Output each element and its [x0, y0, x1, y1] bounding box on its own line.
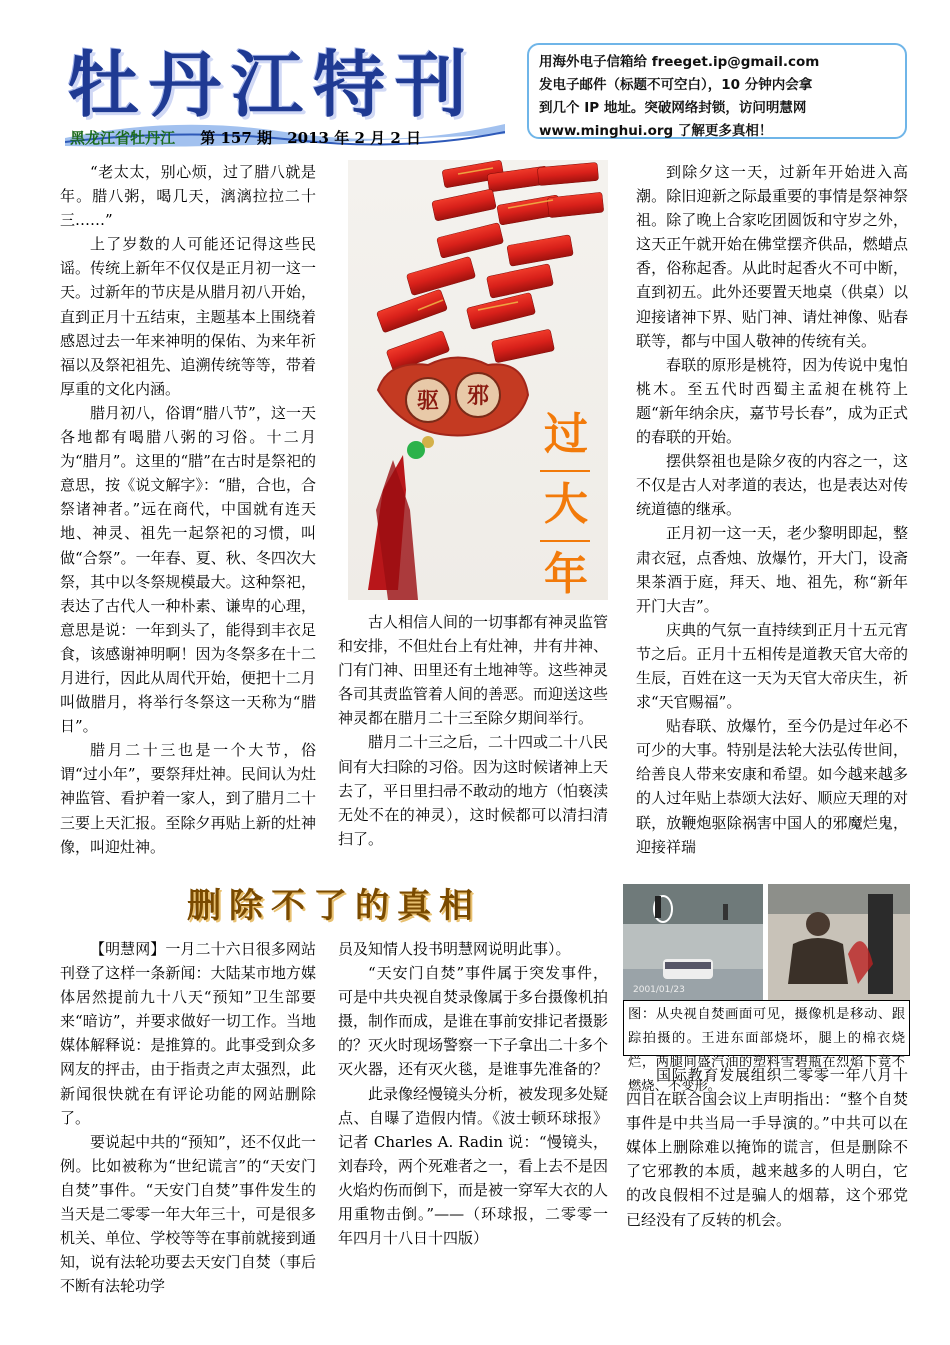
- video-timestamp: 2001/01/23: [633, 985, 685, 995]
- paragraph: 要说起中共的“预知”，还不仅此一例。比如被称为“世纪谎言”的“天安门自焚”事件。“天安门自焚”事件发生的当天是二零零一年大年三十，可是很多机关、单位、学校等等在事前就接到通知，说有法轮功要去天安门自焚（事后不断有法轮功学: [60, 1132, 316, 1296]
- info-line: 用海外电子信箱给 freeget.ip@gmail.com: [539, 54, 820, 70]
- feature-column-1: [60, 160, 316, 859]
- newspaper-title: 牡丹江特刊: [67, 43, 478, 127]
- feature-column-2: [338, 610, 608, 851]
- paragraph: 腊月二十三也是一个大节，俗谓“过小年”，要祭拜灶神。民间认为灶神监管、看护着一家人，到了腊月二十三要上天汇报。至除夕再贴上新的灶神像，叫迎灶神。: [60, 741, 316, 856]
- paragraph: 庆典的气氛一直持续到正月十五元宵节之后。正月十五相传是道教天官大帝的生辰，百姓在这一天为天官大帝庆生，祈求“天官赐福”。: [636, 620, 908, 712]
- paragraph: 正月初一这一天，老少黎明即起，整肃衣冠，点香烛、放爆竹，开大门，设斋果茶酒于庭，拜天、地、祖先，称“新年开门大吉”。: [636, 524, 908, 615]
- article-column-2: [338, 937, 608, 1250]
- article-column-3: [626, 1063, 908, 1232]
- masthead: [65, 40, 505, 140]
- issue-location: 黑龙江省牡丹江: [70, 129, 176, 147]
- paragraph: 古人相信人间的一切事都有神灵监管和安排，不但灶台上有灶神，井有井神、门有门神、田里还有土地神等。这些神灵各司其责监管着人间的善恶。而迎送这些神灵都在腊月二十三至除夕期间举行。: [338, 613, 609, 728]
- paragraph: 员及知情人投书明慧网说明此事）。: [338, 940, 571, 958]
- title-divider: [540, 470, 590, 472]
- paragraph: 摆供祭祖也是除夕夜的内容之一，这不仅是古人对孝道的表达，也是表达对传统道德的继承。: [636, 452, 908, 519]
- title-char: 过: [544, 409, 588, 460]
- feature-column-3: [636, 160, 908, 859]
- paragraph: “天安门自焚”事件属于突发事件，可是中共央视自焚录像属于多台摄像机拍摄，制作而成，是谁在事前安排记者摄影的？灭火时现场警察一下子拿出二十多个灭火器，还有灭火毯，是谁事先准备的？: [338, 964, 609, 1079]
- info-line: 到几个 IP 地址。突破网络封锁，访问明慧网: [539, 100, 807, 116]
- article-column-1: [60, 937, 316, 1298]
- paragraph: 上了岁数的人可能还记得这些民谣。传统上新年不仅仅是正月初一这一天。过新年的节庆是从腊月初八开始，直到正月十五结束，主题基本上围绕着感恩过去一年来神明的保佑、为来年祈福以及祭祀祖先、追溯传统等等，带着厚重的文化内涵。: [60, 235, 316, 398]
- tiananmen-screenshots: [623, 884, 910, 1001]
- issue-line: [70, 127, 431, 148]
- title-char: 大: [544, 479, 588, 530]
- info-line: www.minghui.org 了解更多真相！: [539, 123, 773, 139]
- paragraph: “老太太，别心烦，过了腊八就是年。腊八粥，喝几天，漓漓拉拉二十三……”: [60, 163, 316, 230]
- paragraph: 到除夕这一天，过新年开始进入高潮。除旧迎新之际最重要的事情是祭神祭祖。除了晚上合家吃团圆饭和守岁之外，这天正午就开始在佛堂摆齐供品，燃蜡点香，俗称起香。从此时起香火不可中断，直到初五。此外还要置天地桌（供桌）以迎接诸神下界、贴门神、请灶神像、贴春联等，都与中国人敬神的传统有关。: [636, 163, 908, 350]
- paragraph: 国际教育发展组织二零零一年八月十四日在联合国会议上声明指出：“整个自焚事件是中共当局一手导演的。”中共可以在媒体上删除难以掩饰的谎言，但是删除不了它邪教的本质，越来越多的人明白，它的改良假相不过是骗人的烟幕，这个邪党已经没有了反转的机会。: [626, 1066, 908, 1229]
- paragraph: 此录像经慢镜头分析，被发现多处疑点、自曝了造假内情。《波士顿环球报》记者 Charles A. Radin 说：“慢镜头，刘春玲，两个死难者之一，看上去不是因火焰灼伤而倒下，而是被一穿军大衣的人用重物击倒。”——（环球报，二零零一年四月十八日十四版）: [338, 1084, 609, 1248]
- amulet-char: 驱: [416, 388, 440, 414]
- photo-caption: 图：从央视自焚画面可见，摄像机是移动、跟踪拍摄的。王进东面部烧坏，腿上的棉衣烧烂，两腿间盛汽油的塑料雪碧瓶在烈焰下竟不燃烧、不变形。: [623, 1000, 910, 1056]
- info-line: 发电子邮件（标题不可空白），10 分钟内会拿: [539, 77, 813, 93]
- issue-number: 第 157 期: [200, 129, 273, 147]
- title-char: 年: [544, 549, 588, 600]
- email-info-box: [527, 43, 907, 139]
- paragraph: 腊月二十三之后，二十四或二十八民间有大扫除的习俗。因为这时候诸神上天去了，平日里扫帚不敢动的地方（怕亵渎无处不在的神灵），这时候都可以清扫清扫了。: [338, 733, 609, 848]
- article-title: 删除不了的真相: [187, 886, 481, 926]
- feature-vertical-title: [536, 400, 596, 610]
- paragraph: 腊月初八，俗谓“腊八节”，这一天各地都有喝腊八粥的习俗。十二月为“腊月”。这里的“腊”在古时是祭祀的意思，按《说文解字》：“腊，合也，合祭诸神者。”远在商代，中国就有连天地、神灵、祖先一起祭祀的习惯，叫做“合祭”。一年春、夏、秋、冬四次大祭，其中以冬祭规模最大。这种祭祀，表达了古代人一种朴素、谦卑的心理，意思是说：一年到头了，能得到丰衣足食，该感谢神明啊！因为冬祭多在十二月进行，因此从周代开始，便把十二月叫做腊月，将举行冬祭这一天称为“腊日”。: [60, 403, 316, 736]
- title-divider: [540, 540, 590, 542]
- paragraph: 【明慧网】一月二十六日很多网站刊登了这样一条新闻：大陆某市地方媒体居然提前九十八天“预知”卫生部要来“暗访”，并要求做好一切工作。当地媒体解释说：是推算的。此事受到众多网友的抨击，由于指责之声太强烈，此新闻很快就在有评论功能的网站删除了。: [60, 940, 316, 1127]
- amulet-char: 邪: [466, 383, 490, 409]
- issue-date: 2013 年 2 月 2 日: [287, 129, 421, 147]
- paragraph: 贴春联、放爆竹，至今仍是过年必不可少的大事。特别是法轮大法弘传世间，给善良人带来安康和希望。如今越来越多的人过年贴上恭颂大法好、顺应天理的对联，放鞭炮驱除祸害中国人的邪魔烂鬼，迎接祥瑞: [636, 717, 908, 856]
- paragraph: 春联的原形是桃符，因为传说中鬼怕桃木。至五代时西蜀主孟昶在桃符上题“新年纳余庆，嘉节号长春”，成为正式的春联的开始。: [636, 355, 908, 447]
